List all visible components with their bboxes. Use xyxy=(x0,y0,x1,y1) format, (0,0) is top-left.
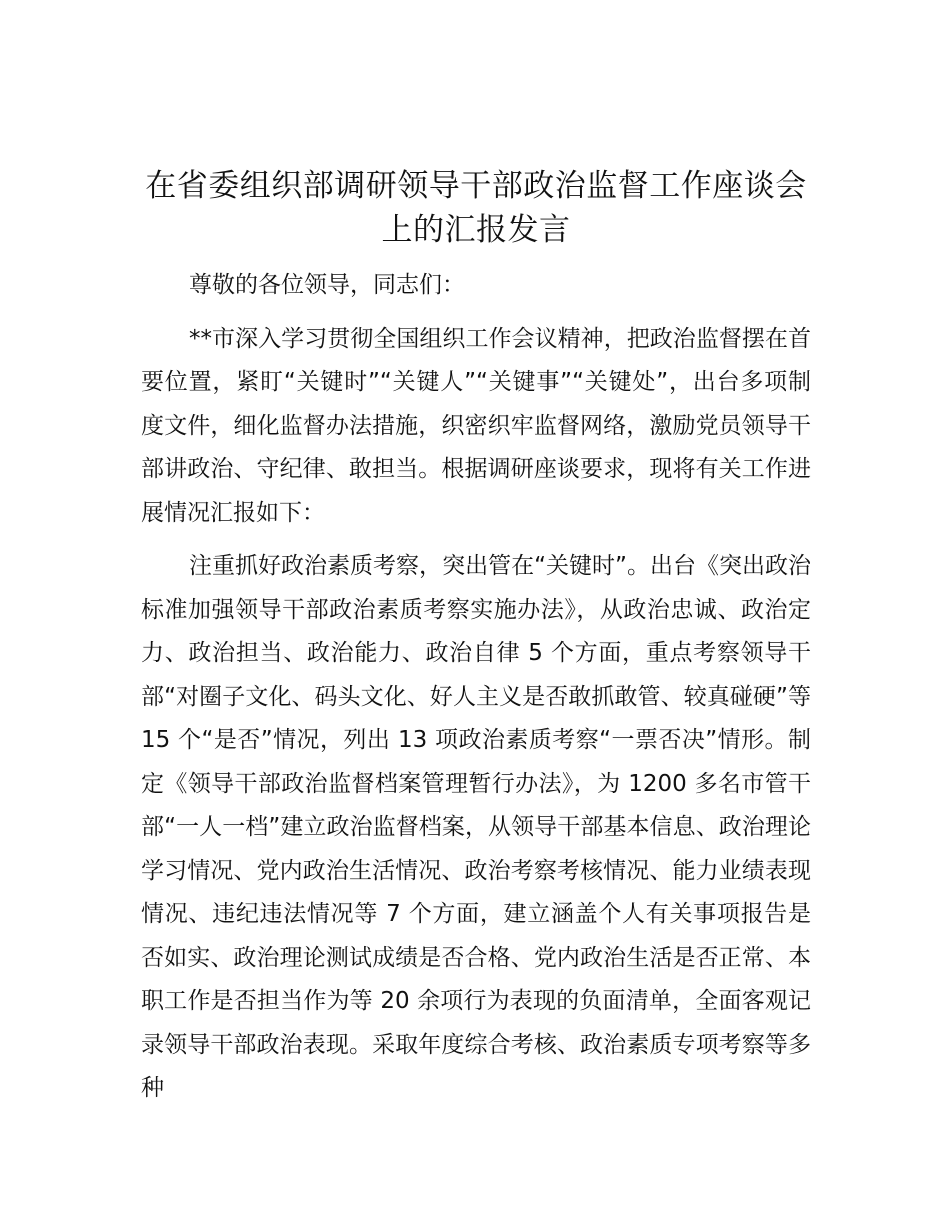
document-page xyxy=(141,164,811,1111)
paragraph-political-quality: 注重抓好政治素质考察，突出管在“关键时”。出台《突出政治标准加强领导干部政治素质考察实施办法》，从政治忠诚、政治定力、政治担当、政治能力、政治自律 5 个方面，重点考察领导干部“对圈子文化、码头文化、好人主义是否敢抓敢管、较真碰硬”等 15 个“是否”情况，列出 13 项政治素质考察“一票否决”情形。制定《领导干部政治监督档案管理暂行办法》，为 1200 多名市管干部“一人一档”建立政治监督档案，从领导干部基本信息、政治理论学习情况、党内政治生活情况、政治考察考核情况、能力业绩表现情况、违纪违法情况等 7 个方面，建立涵盖个人有关事项报告是否如实、政治理论测试成绩是否合格、党内政治生活是否正常、本职工作是否担当作为等 20 余项行为表现的负面清单，全面客观记录领导干部政治表现。采取年度综合考核、政治素质专项考察等多种 xyxy=(141,553,811,1101)
document-title: 在省委组织部调研领导干部政治监督工作座谈会上的汇报发言 xyxy=(145,168,807,248)
salutation: 尊敬的各位领导，同志们： xyxy=(189,272,465,298)
paragraph-intro: **市深入学习贯彻全国组织工作会议精神，把政治监督摆在首要位置，紧盯“关键时”“关键人”“关键事”“关键处”，出台多项制度文件，细化监督办法措施，织密织牢监督网络，激励党员领导干部讲政治、守纪律、敢担当。根据调研座谈要求，现将有关工作进展情况汇报如下： xyxy=(141,325,811,526)
